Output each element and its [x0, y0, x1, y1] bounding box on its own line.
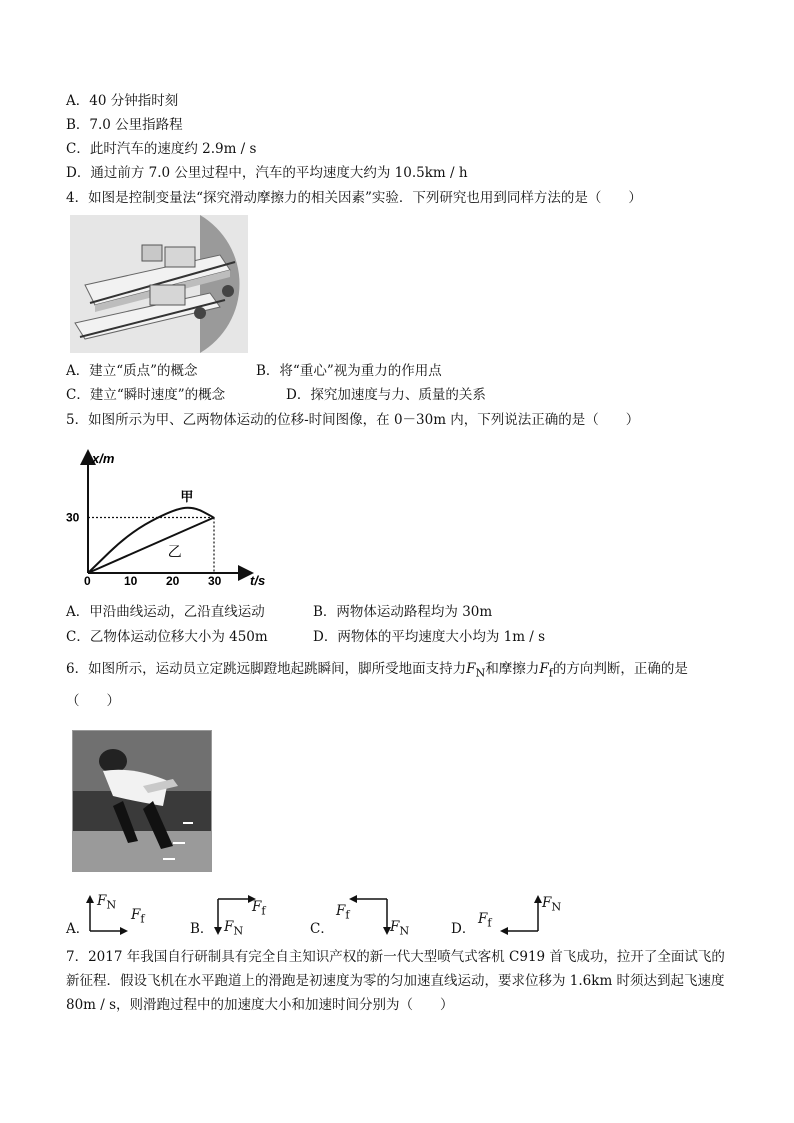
q6-option-b: B．: [190, 921, 214, 937]
q5-option-a: A．甲沿曲线运动，乙沿直线运动: [66, 604, 265, 620]
q7-text: 7．2017 年我国自行研制具有完全自主知识产权的新一代大型喷气式客机 C919 首飞成功，拉开了全面试飞的新征程．假设飞机在水平跑道上的滑跑是初速度为零的匀加速直线运动，要求位移为 1.6km 时须达到起飞速度 80m / s，则滑跑过程中的加速度大小和加速时间分别为（ ）: [66, 949, 725, 1013]
q5-option-d: D．两物体的平均速度大小均为 1m / s: [313, 629, 546, 645]
fbd-b-fn-label: $F_N$: [224, 919, 244, 938]
q3-option-b: B．7.0 公里指路程: [66, 117, 183, 133]
series-jia-curve: [88, 508, 214, 573]
series-yi-label: 乙: [167, 543, 182, 560]
q5-stem: 5．如图所示为甲、乙两物体运动的位移-时间图像，在 0－30m 内，下列说法正确的是（ ）: [66, 412, 640, 428]
q4-option-a: A．建立“质点”的概念: [66, 363, 198, 379]
q3-option-c: C．此时汽车的速度约 2.9m / s: [66, 141, 257, 157]
x-tick-label: 30: [208, 574, 222, 588]
fbd-d-fn-label: $F_N$: [542, 895, 562, 914]
y-tick-label: 30: [66, 510, 80, 525]
q6-option-d: D．: [451, 921, 476, 937]
fbd-a-ff-label: $F_f$: [131, 907, 145, 926]
q3-option-a: A．40 分钟指时刻: [66, 93, 179, 109]
long-jump-photo: [72, 730, 212, 872]
fbd-c-ff-label: $F_f$: [336, 903, 350, 922]
q3-option-d: D．通过前方 7.0 公里过程中，汽车的平均速度大约为 10.5km / h: [66, 165, 468, 181]
fbd-b-ff-label: $F_f$: [252, 899, 266, 918]
q6-option-a: A．: [66, 921, 90, 937]
series-yi-line: [88, 518, 214, 574]
x-tick-label: 20: [166, 574, 180, 588]
friction-experiment-figure: [70, 215, 248, 353]
q4-option-d: D．探究加速度与力、质量的关系: [286, 387, 486, 403]
x-tick-label: 10: [124, 574, 138, 588]
y-axis-label: x/m: [92, 451, 115, 466]
q6-bracket: （ ）: [66, 693, 120, 709]
q5-option-c: C．乙物体运动位移大小为 450m: [66, 629, 268, 645]
q4-option-c: C．建立“瞬时速度”的概念: [66, 387, 226, 403]
xt-graph: [62, 445, 292, 595]
q6-option-c: C．: [310, 921, 334, 937]
q6-stem: 6．如图所示，运动员立定跳远脚蹬地起跳瞬间，脚所受地面支持力$F_N$和摩擦力$F_f$的方向判断，正确的是: [66, 661, 688, 680]
fbd-a-fn-label: $F_N$: [97, 893, 117, 912]
x-tick-label: 0: [84, 574, 91, 588]
series-jia-label: 甲: [180, 488, 194, 504]
fbd-d-ff-label: $F_f$: [478, 911, 492, 930]
q4-option-b: B．将“重心”视为重力的作用点: [256, 363, 442, 379]
q4-stem: 4．如图是控制变量法“探究滑动摩擦力的相关因素”实验．下列研究也用到同样方法的是（ ）: [66, 190, 642, 206]
q5-option-b: B．两物体运动路程均为 30m: [313, 604, 493, 620]
x-axis-label: t/s: [250, 573, 266, 588]
fbd-b-arrows: [212, 893, 282, 939]
fbd-c-fn-label: $F_N$: [390, 919, 410, 938]
